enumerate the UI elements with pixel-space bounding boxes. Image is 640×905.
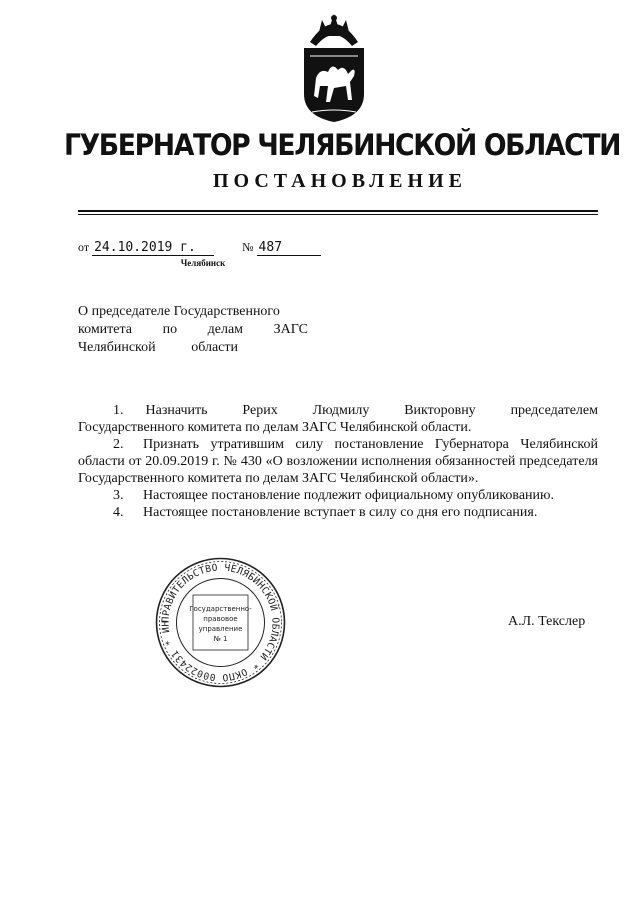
- seal-center-line: управление: [198, 625, 243, 633]
- body-item-2: [78, 436, 598, 487]
- item-number: 1.: [113, 403, 124, 418]
- item-text: Настоящее постановление вступает в силу со дня его подписания.: [143, 505, 538, 520]
- title-line: комитета по делам ЗАГС: [78, 322, 308, 337]
- document-title: [78, 303, 308, 357]
- header-rule-thick: [78, 210, 598, 212]
- seal-center-line: Государственно-: [189, 605, 252, 613]
- body-item-4: [78, 504, 598, 521]
- issuer-heading: ГУБЕРНАТОР ЧЕЛЯБИНСКОЙ ОБЛАСТИ: [64, 128, 621, 162]
- signatory-name: А.Л. Текслер: [508, 614, 586, 629]
- item-text: Настоящее постановление подлежит официальному опубликованию.: [143, 488, 554, 503]
- title-line: О председателе Государственного: [78, 304, 280, 319]
- document-type-heading: ПОСТАНОВЛЕНИЕ: [213, 170, 467, 192]
- item-text: Государственного комитета по делам ЗАГС Челябинской области.: [78, 420, 472, 435]
- official-seal-icon: [153, 555, 288, 690]
- date-number-line: [78, 240, 321, 256]
- item-number: 3.: [113, 488, 124, 503]
- seal-outer-text: ПРАВИТЕЛЬСТВО ЧЕЛЯБИНСКОЙ ОБЛАСТИ * ОКПО 00022431 * ИН: [160, 562, 281, 683]
- document-number: 487: [257, 240, 321, 256]
- document-date: 24.10.2019 г.: [92, 240, 214, 256]
- item-text: Назначить Рерих Людмилу Викторовну председателем: [145, 403, 598, 418]
- item-text: Признать утратившим силу постановление Губернатора Челябинской области от 20.09.2019 г. № 430 «О возложении исполнения обязанностей председателя Государственного комитета по делам ЗАГС Челябинской области».: [78, 437, 598, 486]
- header-rule-thin: [78, 214, 598, 215]
- title-line: Челябинской области: [78, 340, 238, 355]
- item-number: 4.: [113, 505, 124, 520]
- number-prefix: №: [242, 240, 254, 254]
- city-label: Челябинск: [180, 258, 226, 268]
- item-number: 2.: [113, 437, 124, 452]
- document-body: [78, 402, 598, 521]
- body-item-3: [78, 487, 598, 504]
- date-prefix: от: [78, 240, 90, 254]
- chelyabinsk-coat-of-arms-icon: [290, 12, 378, 124]
- seal-center-line: правовое: [203, 615, 238, 623]
- body-item-1: [78, 402, 598, 436]
- seal-center-line: № 1: [213, 635, 228, 643]
